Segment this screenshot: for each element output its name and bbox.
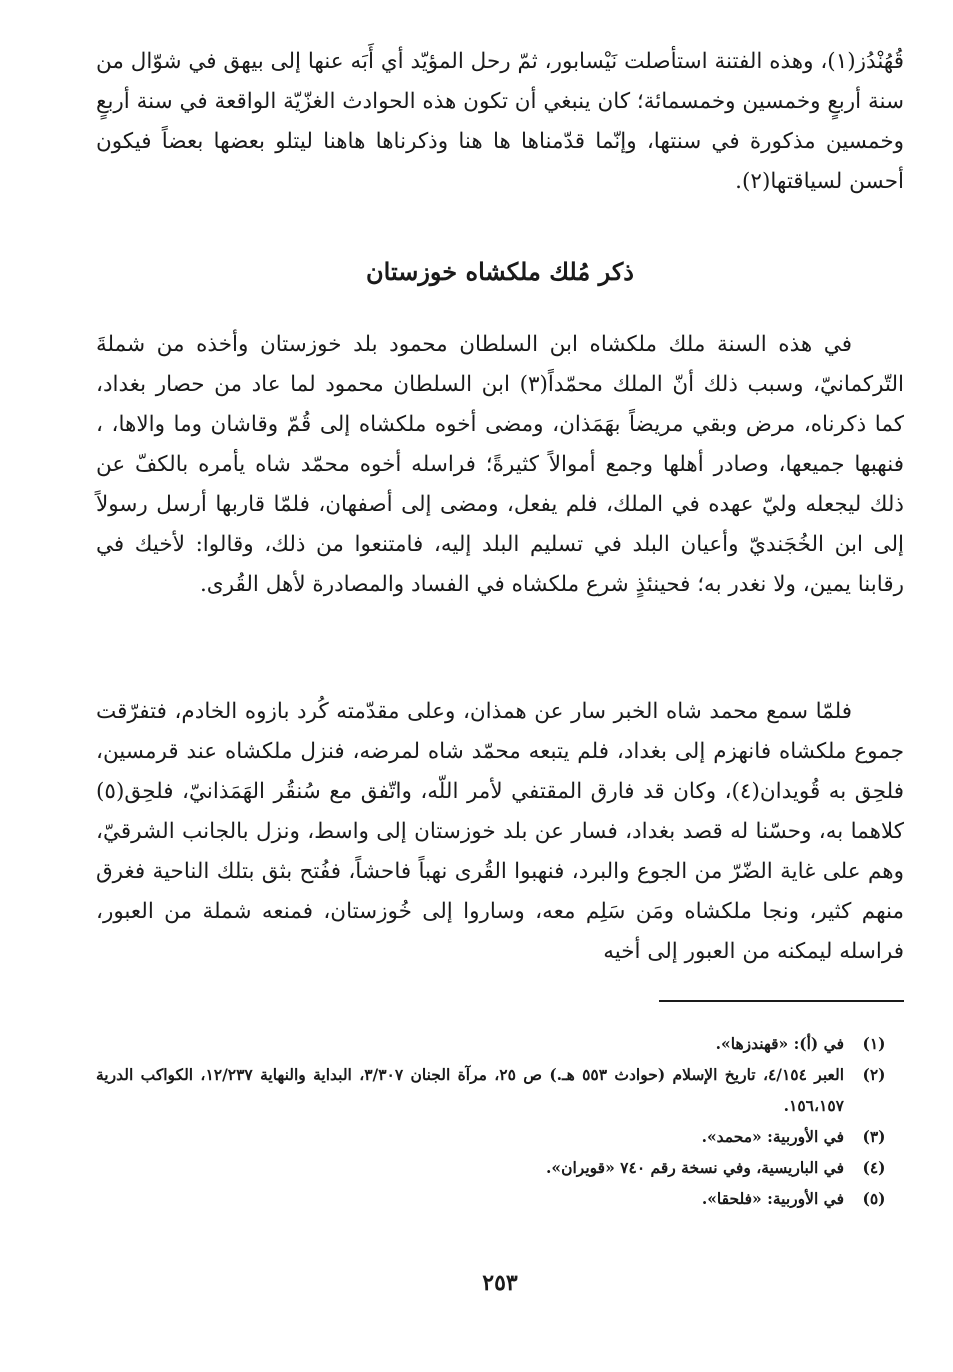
body-paragraph-2: في هذه السنة ملك ملكشاه ابن السلطان محمود بلد خوزستان وأخذه من شملةَ التّركمانيّ، وسبب ذلك أنّ الملك محمّداً(٣) ابن السلطان محمود لما عاد من حصار بغداد، كما ذكرناه، مرض وبقي مريضاً بهَمَذان، ومضى أخوه ملكشاه إلى قُمّ وقاشان وما والاها، ، فنهبها جميعها، وصادر أهلها وجمع أموالاً كثيرةً؛ فراسله أخوه محمّد شاه يأمره بالكفّ عن ذلك ليجعله وليّ عهده في الملك، فلم يفعل، ومضى إلى أصفهان، فلمّا قاربها أرسل رسولاً إلى ابن الخُجَنديّ وأعيان البلد في تسليم البلد إليه، فامتنعوا من ذلك، وقالوا: لأخيك في رقابنا يمين، ولا نغدر به؛ فحينئذٍ شرع ملكشاه في الفساد والمصادرة لأهل القُرى. (96, 332, 904, 597)
footnote-text: في الأوربية: «محمد». (701, 1127, 844, 1146)
footnote-text: في الأوربية: «فلحقا». (701, 1189, 844, 1208)
footnote-item (96, 1183, 904, 1214)
body-paragraph-3: فلمّا سمع محمد شاه الخبر سار عن همذان، وعلى مقدّمته كُرد بازوه الخادم، فتفرّقت جموع ملكشاه فانهزم إلى بغداد، فلم يتبعه محمّد شاه لمرضه، فنزل ملكشاه عند قرمسين، فلحِق به قُويدان(٤)، وكان قد فارق المقتفي لأمر اللّه، واتّفق مع سُنقُر الهَمَذانيّ، فلحِق(٥) كلاهما به، وحسّنا له قصد بغداد، فسار عن بلد خوزستان إلى واسط، ونزل بالجانب الشرقيّ، وهم على غاية الضّرّ من الجوع والبرد، فنهبوا القُرى نهباً فاحشاً، ففُتح بثق بتلك الناحية فغرق منهم كثير، ونجا ملكشاه ومَن سَلِم معه، وساروا إلى خُوزستان، فمنعه شملة من العبور، فراسله ليمكنه من العبور إلى أخيه (96, 699, 904, 964)
footnote-text: العبر ٤/١٥٤، تاريخ الإسلام (حوادث ٥٥٣ هـ.) ص ٢٥، مرآة الجنان ٣/٣٠٧، البداية والنهاية ١٢/٢٣٧، الكواكب الدرية ١٥٦،١٥٧. (96, 1065, 845, 1115)
footnote-number: (٣) (862, 1127, 886, 1146)
footnote-number: (١) (862, 1034, 886, 1053)
footnote-number: (٥) (862, 1189, 886, 1208)
footnote-item (96, 1059, 904, 1121)
footnote-number: (٢) (862, 1065, 886, 1084)
intro-paragraph: قُهُنْدُز(١)، وهذه الفتنة استأصلت نَيْسابور، ثمّ رحل المؤيّد أي أَبَه عنها إلى بيهق في شوّال من سنة أربعٍ وخمسين وخمسمائة؛ كان ينبغي أن تكون هذه الحوادث الغزّيّة الواقعة في سنة أربعٍ وخمسين مذكورة في سنتها، وإنّما قدّمناها ها هنا وذكرناها هاهنا ليتلو بعضها بعضاً فيكون أحسن لسياقتها(٢). (96, 49, 904, 194)
footnote-number: (٤) (862, 1158, 886, 1177)
footnote-text: في (أ): «قهندزها». (715, 1034, 844, 1053)
footnote-item (96, 1028, 904, 1059)
book-page (96, 42, 904, 1296)
footnotes (96, 1028, 904, 1214)
footnote-item (96, 1152, 904, 1183)
page-number: ٢٥٣ (482, 1270, 518, 1296)
footnote-item (96, 1121, 904, 1152)
section-heading: ذكر مُلك ملكشاه خوزستان (366, 257, 634, 286)
footnote-text: في الباريسية، وفي نسخة رقم ٧٤٠ «قويران». (546, 1158, 844, 1177)
footnote-divider (659, 1000, 904, 1002)
